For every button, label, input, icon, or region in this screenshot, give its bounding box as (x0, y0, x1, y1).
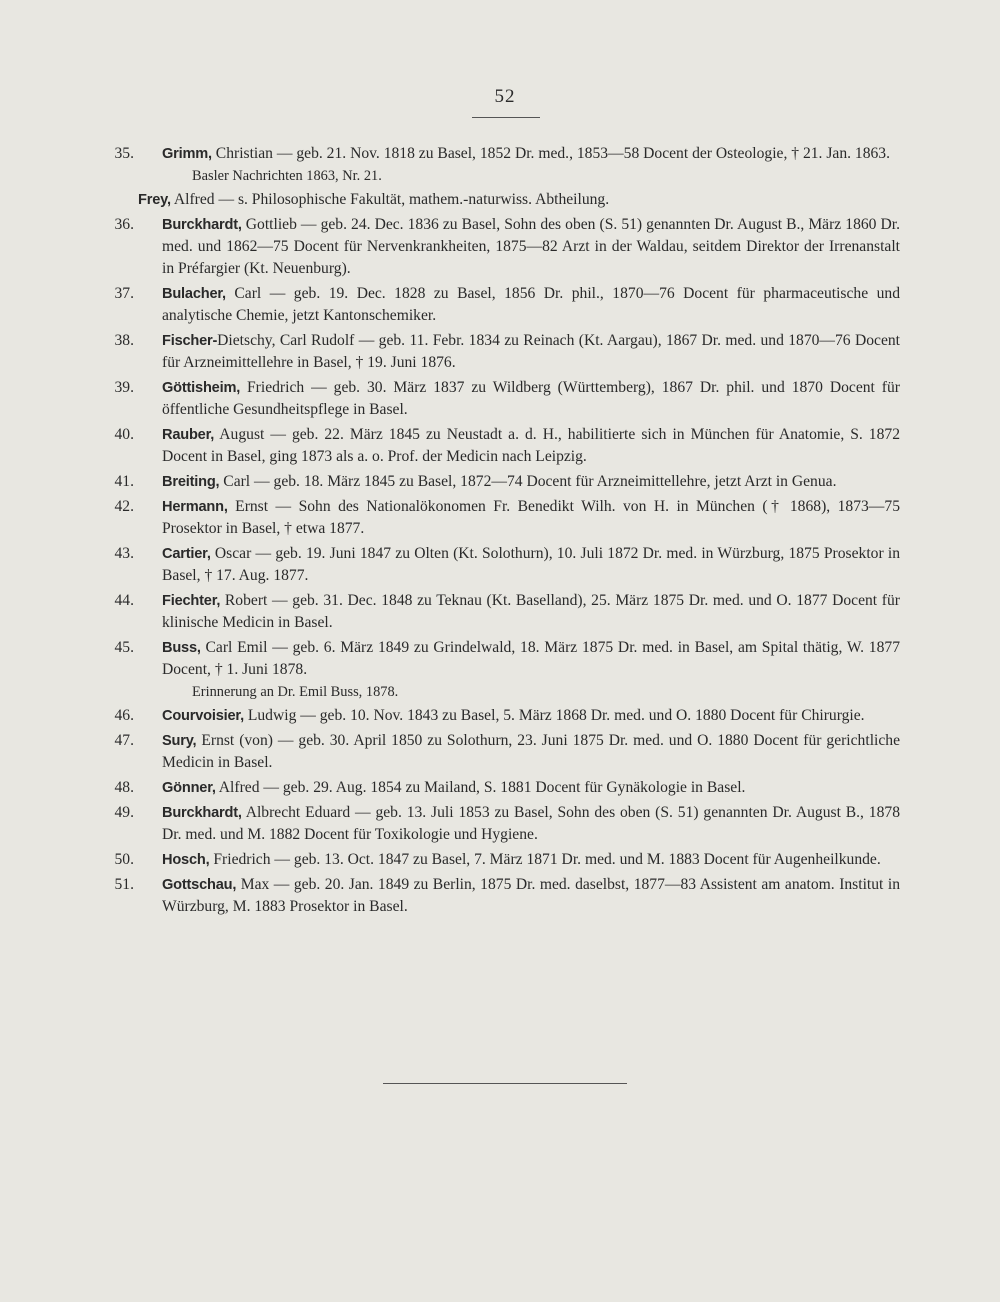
list-item (100, 471, 900, 493)
entry-number: 50 . (106, 849, 134, 871)
entry-text: Albrecht Eduard — geb. 13. Juli 1853 zu Basel, Sohn des oben (S. 51) genannten Dr. August B., 1878 Dr. med. und M. 1882 Docent für Toxikologie und Hygiene. (162, 804, 900, 843)
list-item (100, 637, 900, 702)
entry-body (162, 214, 900, 280)
entry-body (162, 849, 900, 871)
entry-body (162, 283, 900, 327)
entry-text: Oscar — geb. 19. Juni 1847 zu Olten (Kt. Solothurn), 10. Juli 1872 Dr. med. in Würzburg, 1875 Prosektor in Basel, † 17. Aug. 1877. (162, 545, 900, 584)
entry-number: 43 . (106, 543, 134, 565)
list-item (100, 214, 900, 280)
entry-surname: Gottschau, (162, 877, 237, 893)
list-item (100, 543, 900, 587)
entry-text: Dietschy, Carl Rudolf — geb. 11. Febr. 1834 zu Reinach (Kt. Aargau), 1867 Dr. med. und 1870—76 Docent für Arzneimittellehre in Basel, † 19. Juni 1876. (162, 332, 900, 371)
entry-list (100, 143, 900, 921)
entry-surname: Burckhardt, (162, 217, 242, 233)
entry-number: 47 . (106, 730, 134, 752)
entry-text: Carl Emil — geb. 6. März 1849 zu Grindelwald, 18. März 1875 Dr. med. in Basel, am Spital thätig, W. 1877 Docent, † 1. Juni 1878. (162, 639, 900, 678)
entry-text: Ernst (von) — geb. 30. April 1850 zu Solothurn, 23. Juni 1875 Dr. med. und O. 1880 Docent für gerichtliche Medicin in Basel. (162, 732, 900, 771)
entry-body (162, 143, 900, 165)
entry-number: 38 . (106, 330, 134, 352)
list-item (100, 849, 900, 871)
entry-surname: Gönner, (162, 780, 216, 796)
entry-surname: Sury, (162, 733, 197, 749)
entry-body (162, 874, 900, 918)
entry-text: Carl — geb. 19. Dec. 1828 zu Basel, 1856 Dr. phil., 1870—76 Docent für pharmaceutische und analytische Chemie, jetzt Kantonschemiker. (162, 285, 900, 324)
list-item (100, 189, 900, 211)
list-item (100, 705, 900, 727)
entry-number: 48 . (106, 777, 134, 799)
entry-body (162, 377, 900, 421)
entry-text: Ernst — Sohn des Nationalökonomen Fr. Benedikt Wilh. von H. in München († 1868), 1873—75 Prosektor in Basel, † etwa 1877. (162, 498, 900, 537)
list-item (100, 874, 900, 918)
entry-number: 39 . (106, 377, 134, 399)
list-item (100, 802, 900, 846)
entry-surname: Fiechter, (162, 593, 221, 609)
entry-source: Basler Nachrichten 1863, Nr. 21. (192, 168, 382, 184)
entry-text: Carl — geb. 18. März 1845 zu Basel, 1872—74 Docent für Arzneimittellehre, jetzt Arzt in Genua. (219, 473, 837, 490)
entry-number: 42 . (106, 496, 134, 518)
list-item (100, 330, 900, 374)
entry-surname: Göttisheim, (162, 380, 241, 396)
entry-surname: Buss, (162, 640, 201, 656)
entry-text: Max — geb. 20. Jan. 1849 zu Berlin, 1875 Dr. med. daselbst, 1877—83 Assistent am anatom. Institut in Würzburg, M. 1883 Prosektor in Basel. (162, 876, 900, 915)
entry-text: August — geb. 22. März 1845 zu Neustadt a. d. H., habilitierte sich in München für Anatomie, S. 1872 Docent in Basel, ging 1873 als a. o. Prof. der Medicin nach Leipzig. (162, 426, 900, 465)
entry-surname: Courvoisier, (162, 708, 244, 724)
entry-number: 36 . (106, 214, 134, 236)
list-item (100, 777, 900, 799)
entry-surname: Burckhardt, (162, 805, 242, 821)
entry-body (162, 543, 900, 587)
entry-surname: Hosch, (162, 852, 210, 868)
entry-number: 44 . (106, 590, 134, 612)
entry-number: 41 . (106, 471, 134, 493)
entry-body (162, 496, 900, 540)
list-item (100, 283, 900, 327)
entry-surname: Frey, (138, 192, 171, 208)
entry-text: Ludwig — geb. 10. Nov. 1843 zu Basel, 5. März 1868 Dr. med. und O. 1880 Docent für Chirurgie. (243, 707, 865, 724)
entry-surname: Grimm, (162, 146, 212, 162)
entry-body (162, 777, 900, 799)
entry-number: 40 . (106, 424, 134, 446)
entry-text: Robert — geb. 31. Dec. 1848 zu Teknau (Kt. Baselland), 25. März 1875 Dr. med. und O. 1877 Docent für klinische Medicin in Basel. (162, 592, 900, 631)
entry-surname: Breiting, (162, 474, 220, 490)
entry-text: Alfred — geb. 29. Aug. 1854 zu Mailand, S. 1881 Docent für Gynäkologie in Basel. (215, 779, 746, 796)
list-item (100, 143, 900, 186)
entry-body (162, 705, 900, 727)
entry-surname: Rauber, (162, 427, 215, 443)
entry-body (162, 802, 900, 846)
list-item (100, 730, 900, 774)
entry-surname: Hermann, (162, 499, 228, 515)
entry-body (162, 590, 900, 634)
entry-body (162, 637, 900, 681)
entry-number: 46 . (106, 705, 134, 727)
entry-body (162, 424, 900, 468)
entry-text: Christian — geb. 21. Nov. 1818 zu Basel, 1852 Dr. med., 1853—58 Docent der Osteologie, † 21. Jan. 1863. (211, 145, 890, 162)
entry-text: Friedrich — geb. 30. März 1837 zu Wildberg (Württemberg), 1867 Dr. phil. und 1870 Docent für öffentliche Gesundheitspflege in Basel. (162, 379, 900, 418)
entry-text: Alfred — s. Philosophische Fakultät, mathem.-naturwiss. Abtheilung. (170, 191, 610, 208)
list-item (100, 377, 900, 421)
entry-number: 35 . (106, 143, 134, 165)
page-number: 52 (494, 86, 516, 107)
list-item (100, 424, 900, 468)
entry-number: 51 . (106, 874, 134, 896)
entry-number: 37 . (106, 283, 134, 305)
entry-number: 49 . (106, 802, 134, 824)
closing-rule (383, 1083, 627, 1084)
page-number-rule (472, 117, 540, 118)
entry-text: Friedrich — geb. 13. Oct. 1847 zu Basel, 7. März 1871 Dr. med. und M. 1883 Docent für Augenheilkunde. (209, 851, 881, 868)
entry-surname: Fischer- (162, 333, 218, 349)
entry-body (162, 330, 900, 374)
entry-source: Erinnerung an Dr. Emil Buss, 1878. (192, 684, 399, 700)
entry-surname: Bulacher, (162, 286, 226, 302)
entry-body (162, 471, 900, 493)
entry-number: 45 . (106, 637, 134, 659)
list-item (100, 496, 900, 540)
list-item (100, 590, 900, 634)
entry-body (162, 730, 900, 774)
entry-body (138, 189, 900, 211)
entry-surname: Cartier, (162, 546, 211, 562)
entry-text: Gottlieb — geb. 24. Dec. 1836 zu Basel, Sohn des oben (S. 51) genannten Dr. August B., März 1860 Dr. med. und 1862—75 Docent für Nervenkrankheiten, 1875—82 Arzt in der Waldau, seitdem Direktor der Irrenanstalt in Préfargier (Kt. Neuenburg). (162, 216, 900, 277)
